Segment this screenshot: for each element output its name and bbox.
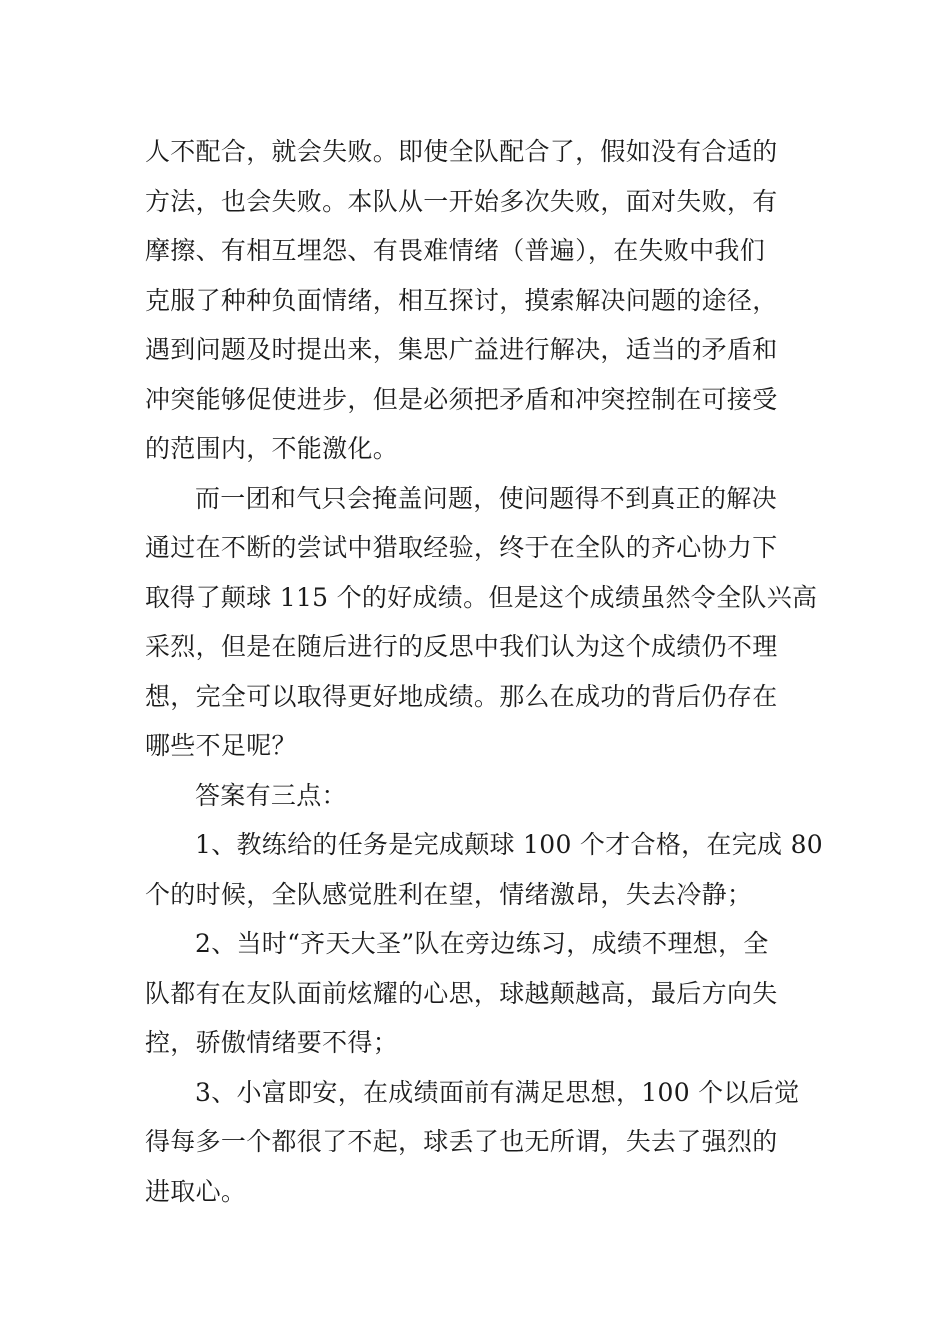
paragraph — [145, 127, 810, 474]
text-line: 答案有三点： — [195, 780, 347, 810]
text-line: 人不配合，就会失败。即使全队配合了，假如没有合适的 — [145, 137, 778, 166]
paragraph — [145, 919, 810, 1068]
text-line: 而一团和气只会掩盖问题，使问题得不到真正的解决 — [195, 483, 777, 513]
text-line: 1、教练给的任务是完成颠球 100 个才合格，在完成 80 — [195, 830, 823, 859]
text-line: 摩擦、有相互埋怨、有畏难情绪（普遍），在失败中我们 — [145, 236, 766, 265]
text-line: 遇到问题及时提出来，集思广益进行解决，适当的矛盾和 — [145, 335, 778, 364]
paragraph — [145, 771, 810, 821]
text-line: 克服了种种负面情绪，相互探讨，摸索解决问题的途径， — [145, 285, 778, 315]
text-line: 的范围内，不能激化。 — [145, 434, 399, 463]
text-line: 得每多一个都很了不起，球丢了也无所谓，失去了强烈的 — [145, 1127, 778, 1156]
text-line: 控，骄傲情绪要不得； — [145, 1028, 399, 1057]
text-line: 队都有在友队面前炫耀的心思，球越颠越高，最后方向失 — [145, 978, 778, 1008]
text-line: 冲突能够促使进步，但是必须把矛盾和冲突控制在可接受 — [145, 384, 778, 414]
text-line: 3、小富即安，在成绩面前有满足思想，100 个以后觉 — [195, 1077, 800, 1107]
text-line: 进取心。 — [145, 1176, 247, 1206]
text-line: 个的时候，全队感觉胜利在望，情绪激昂，失去冷静； — [145, 879, 753, 909]
text-line: 方法，也会失败。本队从一开始多次失败，面对失败，有 — [145, 186, 778, 216]
paragraph — [145, 820, 823, 919]
text-line: 想，完全可以取得更好地成绩。那么在成功的背后仍存在 — [145, 681, 778, 711]
text-line: 哪些不足呢？ — [145, 731, 297, 760]
paragraph — [145, 1068, 810, 1217]
paragraph — [145, 474, 818, 771]
text-line: 通过在不断的尝试中猎取经验，终于在全队的齐心协力下 — [145, 533, 778, 562]
text-line: 采烈，但是在随后进行的反思中我们认为这个成绩仍不理 — [145, 632, 778, 661]
text-line: 取得了颠球 115 个的好成绩。但是这个成绩虽然令全队兴高 — [145, 582, 818, 612]
text-line: 2、当时“齐天大圣”队在旁边练习，成绩不理想，全 — [195, 929, 769, 958]
document-page — [145, 127, 823, 1216]
